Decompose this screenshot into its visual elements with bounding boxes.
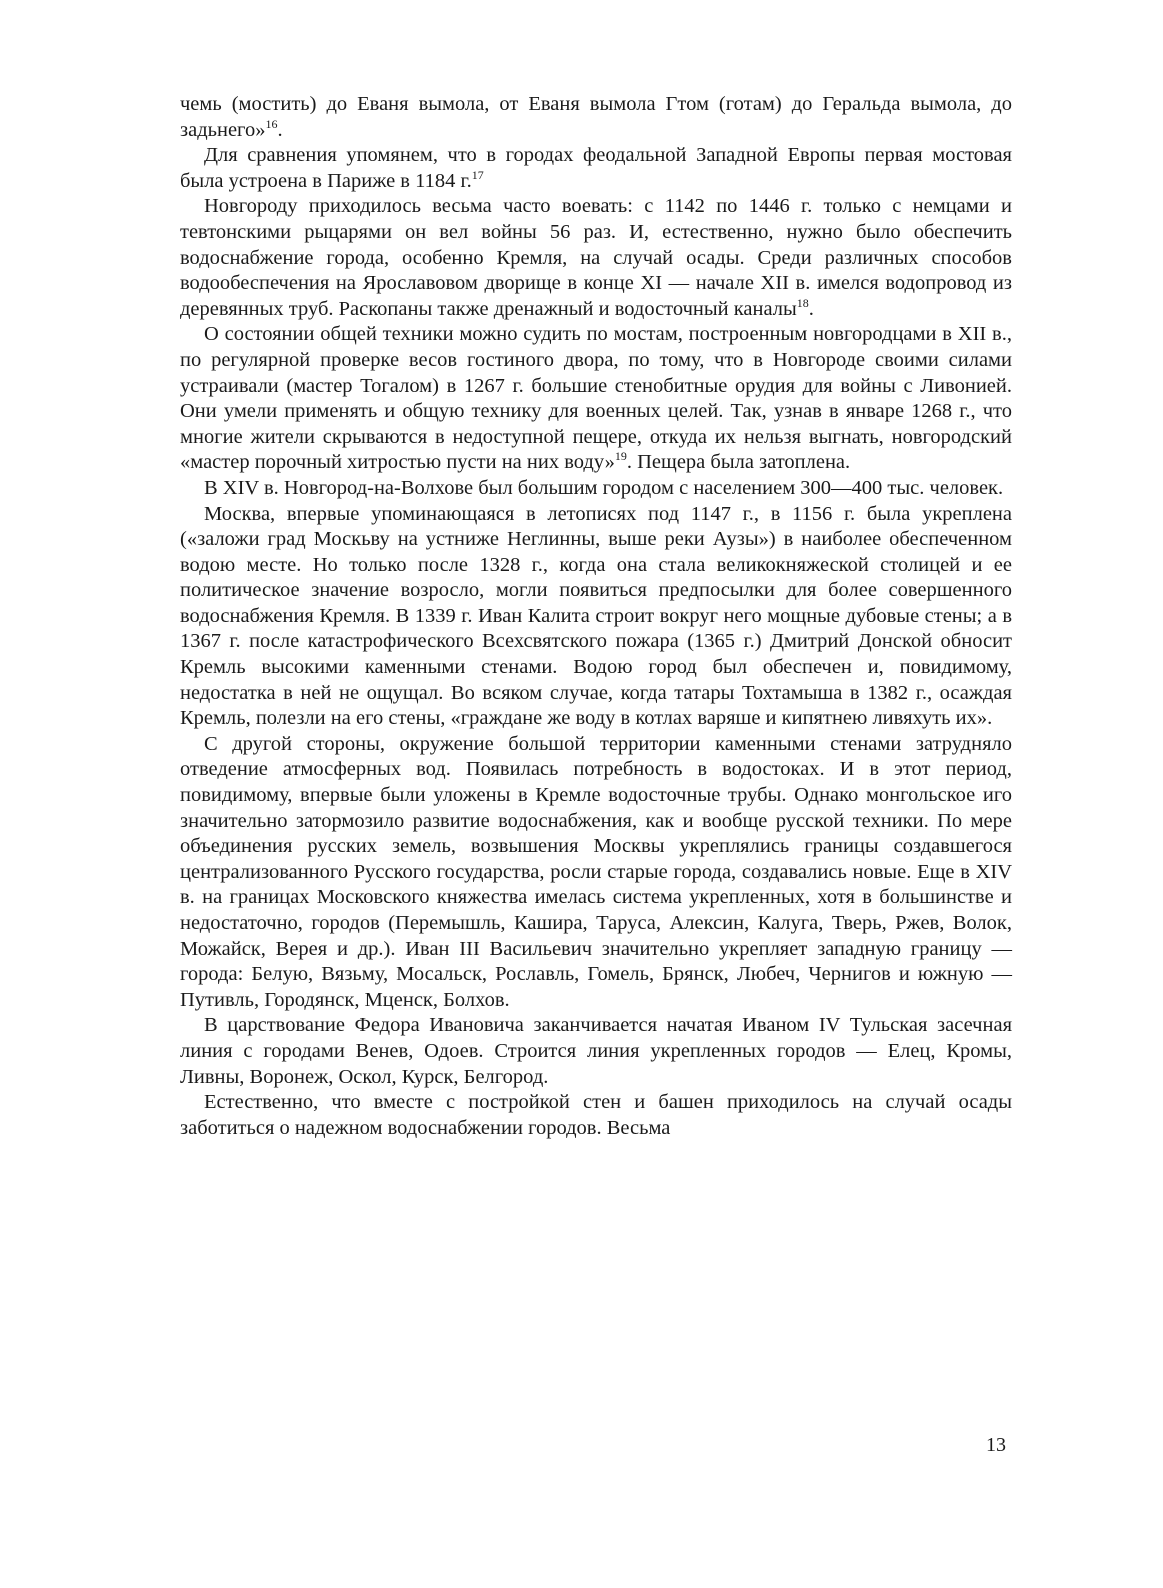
paragraph-5 [180, 476, 1012, 502]
body-text [180, 92, 1012, 1141]
page-number: 13 [986, 1434, 1006, 1456]
paragraph-text: чемь (мостить) до Еваня вымола, от Еваня вымола Гтом (готам) до Геральда вымола, до задьнего» [180, 93, 1012, 141]
paragraph-6 [180, 502, 1012, 732]
footnote-ref: 18 [796, 295, 809, 310]
paragraph-text: Естественно, что вместе с постройкой стен и башен приходилось на случай осады заботиться о надежном водоснабжении городов. Весьма [180, 1091, 1012, 1139]
paragraph-text: О состоянии общей техники можно судить по мостам, построенным новгородцами в XII в., по регулярной проверке весов гостиного двора, по тому, что в Новгороде своими силами устраивали (мастер Тогалом) в 1267 г. большие стенобитные орудия для войны с Ливонией. Они умели применять и общую технику для военных целей. Так, узнав в январе 1268 г., что многие жители скрываются в недоступной пещере, откуда их нельзя выгнать, новгородский «мастер порочный хитростью пусти на них воду» [180, 323, 1012, 474]
paragraph-8 [180, 1013, 1012, 1090]
paragraph-2 [180, 143, 1012, 194]
paragraph-text: Москва, впервые упоминающаяся в летописях под 1147 г., в 1156 г. была укреплена («заложи град Москьву на устниже Неглинны, выше реки Аузы») в наиболее обеспеченном водою месте. Но только после 1328 г., когда она стала великокняжеской столицей и ее политическое значение возросло, могли появиться предпосылки для более совершенного водоснабжения Кремля. В 1339 г. Иван Калита строит вокруг него мощные дубовые стены; а в 1367 г. после катастрофического Всехсвятского пожара (1365 г.) Дмитрий Донской обносит Кремль высокими каменными стенами. Водою город был обеспечен и, повидимому, недостатка в ней не ощущал. Во всяком случае, когда татары Тохтамыша в 1382 г., осаждая Кремль, полезли на его стены, «граждане же воду в котлах варяше и кипятнею ливяхуть их». [180, 502, 1012, 730]
paragraph-text: В XIV в. Новгород-на-Волхове был большим городом с населением 300—400 тыс. человек. [204, 476, 1004, 499]
paragraph-7 [180, 732, 1012, 1014]
paragraph-text: Для сравнения упомянем, что в городах феодальной Западной Европы первая мостовая была устроена в Париже в 1184 г. [180, 144, 1012, 192]
footnote-ref: 16 [265, 116, 278, 131]
paragraph-3 [180, 194, 1012, 322]
paragraph-tail: . Пещера была затоплена. [626, 451, 851, 474]
paragraph-4 [180, 322, 1012, 476]
paragraph-9 [180, 1090, 1012, 1141]
paragraph-text: В царствование Федора Ивановича заканчивается начатая Иваном IV Тульская засечная линия с городами Венев, Одоев. Строится линия укрепленных городов — Елец, Кромы, Ливны, Воронеж, Оскол, Курск, Белгород. [180, 1014, 1012, 1088]
paragraph-tail: . [277, 118, 283, 141]
paragraph-text: Новгороду приходилось весьма часто воевать: с 1142 по 1446 г. только с немцами и тевтонскими рыцарями он вел войны 56 раз. И, естественно, нужно было обеспечить водоснабжение города, особенно Кремля, на случай осады. Среди различных способов водообеспечения на Ярославовом дворище в конце XI — начале XII в. имелся водопровод из деревянных труб. Раскопаны также дренажный и водосточный каналы [180, 195, 1012, 320]
footnote-ref: 19 [614, 449, 627, 464]
paragraph-tail: . [808, 297, 814, 320]
paragraph-1 [180, 92, 1012, 143]
paragraph-text: С другой стороны, окружение большой территории каменными стенами затрудняло отведение атмосферных вод. Появилась потребность в водостоках. И в этот период, повидимому, впервые были уложены в Кремле водосточные трубы. Однако монгольское иго значительно затормозило развитие водоснабжения, как и вообще русской техники. По мере объединения русских земель, возвышения Москвы укреплялись границы создавшегося централизованного Русского государства, росли старые города, создавались новые. Еще в XIV в. на границах Московского княжества имелась система укрепленных, хотя в большинстве и недостаточно, городов (Перемышль, Кашира, Таруса, Алексин, Калуга, Тверь, Ржев, Волок, Можайск, Верея и др.). Иван III Васильевич значительно укрепляет западную границу — города: Белую, Вязьму, Мосальск, Рославль, Гомель, Брянск, Любеч, Чернигов и южную — Путивль, Городянск, Мценск, Болхов. [180, 732, 1012, 1011]
footnote-ref: 17 [471, 167, 484, 182]
